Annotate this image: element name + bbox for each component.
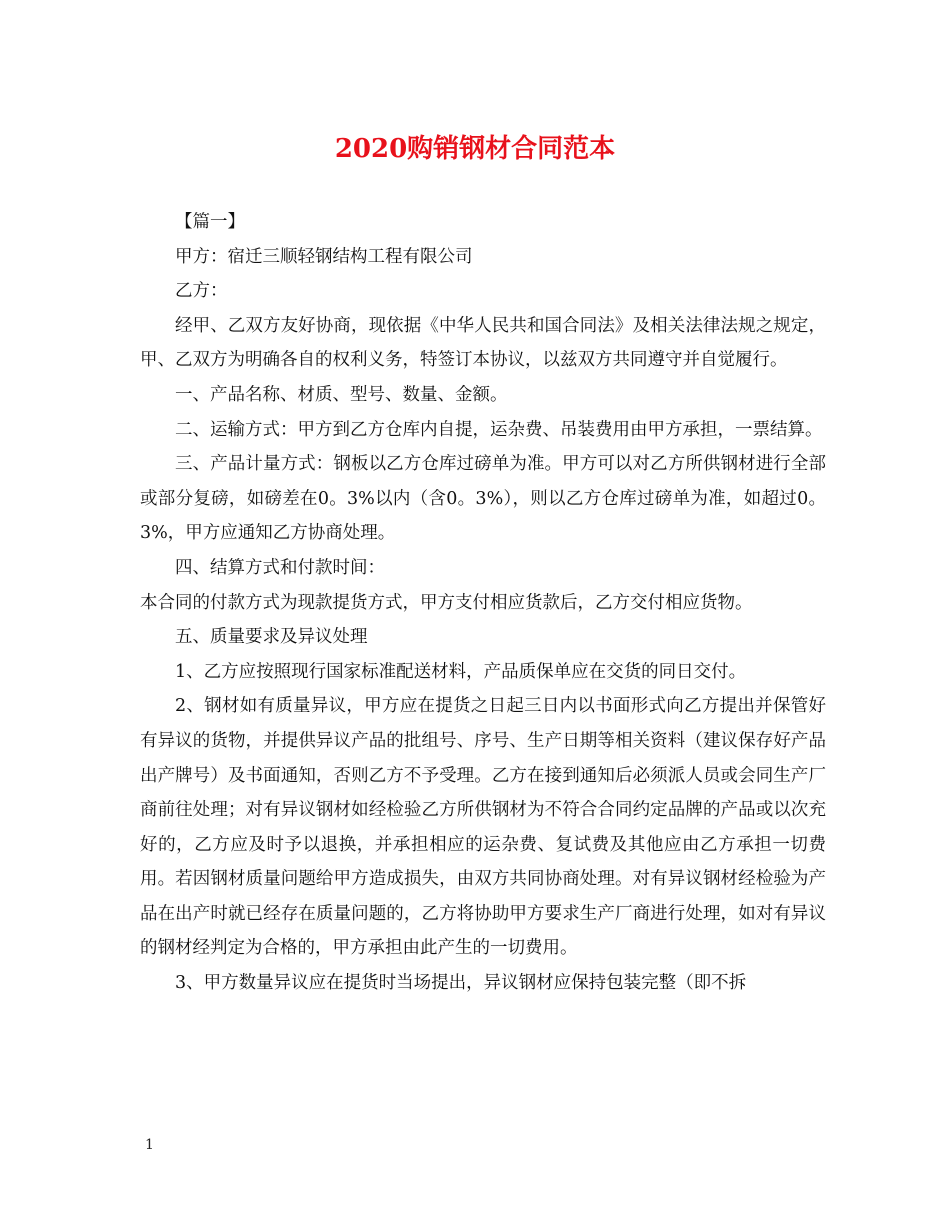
payment-paragraph: 本合同的付款方式为现款提货方式，甲方支付相应货款后，乙方交付相应货物。 bbox=[140, 592, 753, 613]
document-body bbox=[140, 205, 826, 1001]
party-a-line: 甲方：宿迁三顺轻钢结构工程有限公司 bbox=[175, 246, 473, 267]
clause-1-heading: 一、产品名称、材质、型号、数量、金额。 bbox=[175, 384, 508, 405]
quality-item-1: 1、乙方应按照现行国家标准配送材料，产品质保单应在交货的同日交付。 bbox=[175, 661, 747, 682]
preamble-paragraph: 经甲、乙双方友好协商，现依据《中华人民共和国合同法》及相关法律法规之规定，甲、乙双方为明确各自的权利义务，特签订本协议，以兹双方共同遵守并自觉履行。 bbox=[140, 315, 826, 371]
quality-item-2: 2、钢材如有质量异议，甲方应在提货之日起三日内以书面形式向乙方提出并保管好有异议的货物，并提供异议产品的批组号、序号、生产日期等相关资料（建议保存好产品出产牌号）及书面通知，否则乙方不予受理。乙方在接到通知后必须派人员或会同生产厂商前往处理；对有异议钢材如经检验乙方所供钢材为不符合合同约定品牌的产品或以次充好的，乙方应及时予以退换，并承担相应的运杂费、复试费及其他应由乙方承担一切费用。若因钢材质量问题给甲方造成损失，由双方共同协商处理。对有异议钢材经检验为产品在出产时就已经存在质量问题的，乙方将协助甲方要求生产厂商进行处理，如对有异议的钢材经判定为合格的，甲方承担由此产生的一切费用。 bbox=[140, 696, 826, 959]
clause-3-paragraph: 三、产品计量方式：钢板以乙方仓库过磅单为准。甲方可以对乙方所供钢材进行全部或部分复磅，如磅差在0。3%以内（含0。3%），则以乙方仓库过磅单为准，如超过0。3%，甲方应通知乙方协商处理。 bbox=[140, 454, 826, 544]
clause-4-heading: 四、结算方式和付款时间： bbox=[175, 557, 385, 578]
document-title: 2020购销钢材合同范本 bbox=[334, 134, 616, 164]
quality-item-3: 3、甲方数量异议应在提货时当场提出，异议钢材应保持包装完整（即不拆 bbox=[175, 973, 747, 994]
section-heading-part-one: 【篇一】 bbox=[175, 212, 245, 232]
clause-5-heading: 五、质量要求及异议处理 bbox=[175, 627, 368, 648]
page-number: 1 bbox=[145, 1137, 154, 1153]
party-b-line: 乙方： bbox=[175, 281, 228, 302]
clause-2-paragraph: 二、运输方式：甲方到乙方仓库内自提，运杂费、吊装费用由甲方承担，一票结算。 bbox=[175, 419, 823, 440]
